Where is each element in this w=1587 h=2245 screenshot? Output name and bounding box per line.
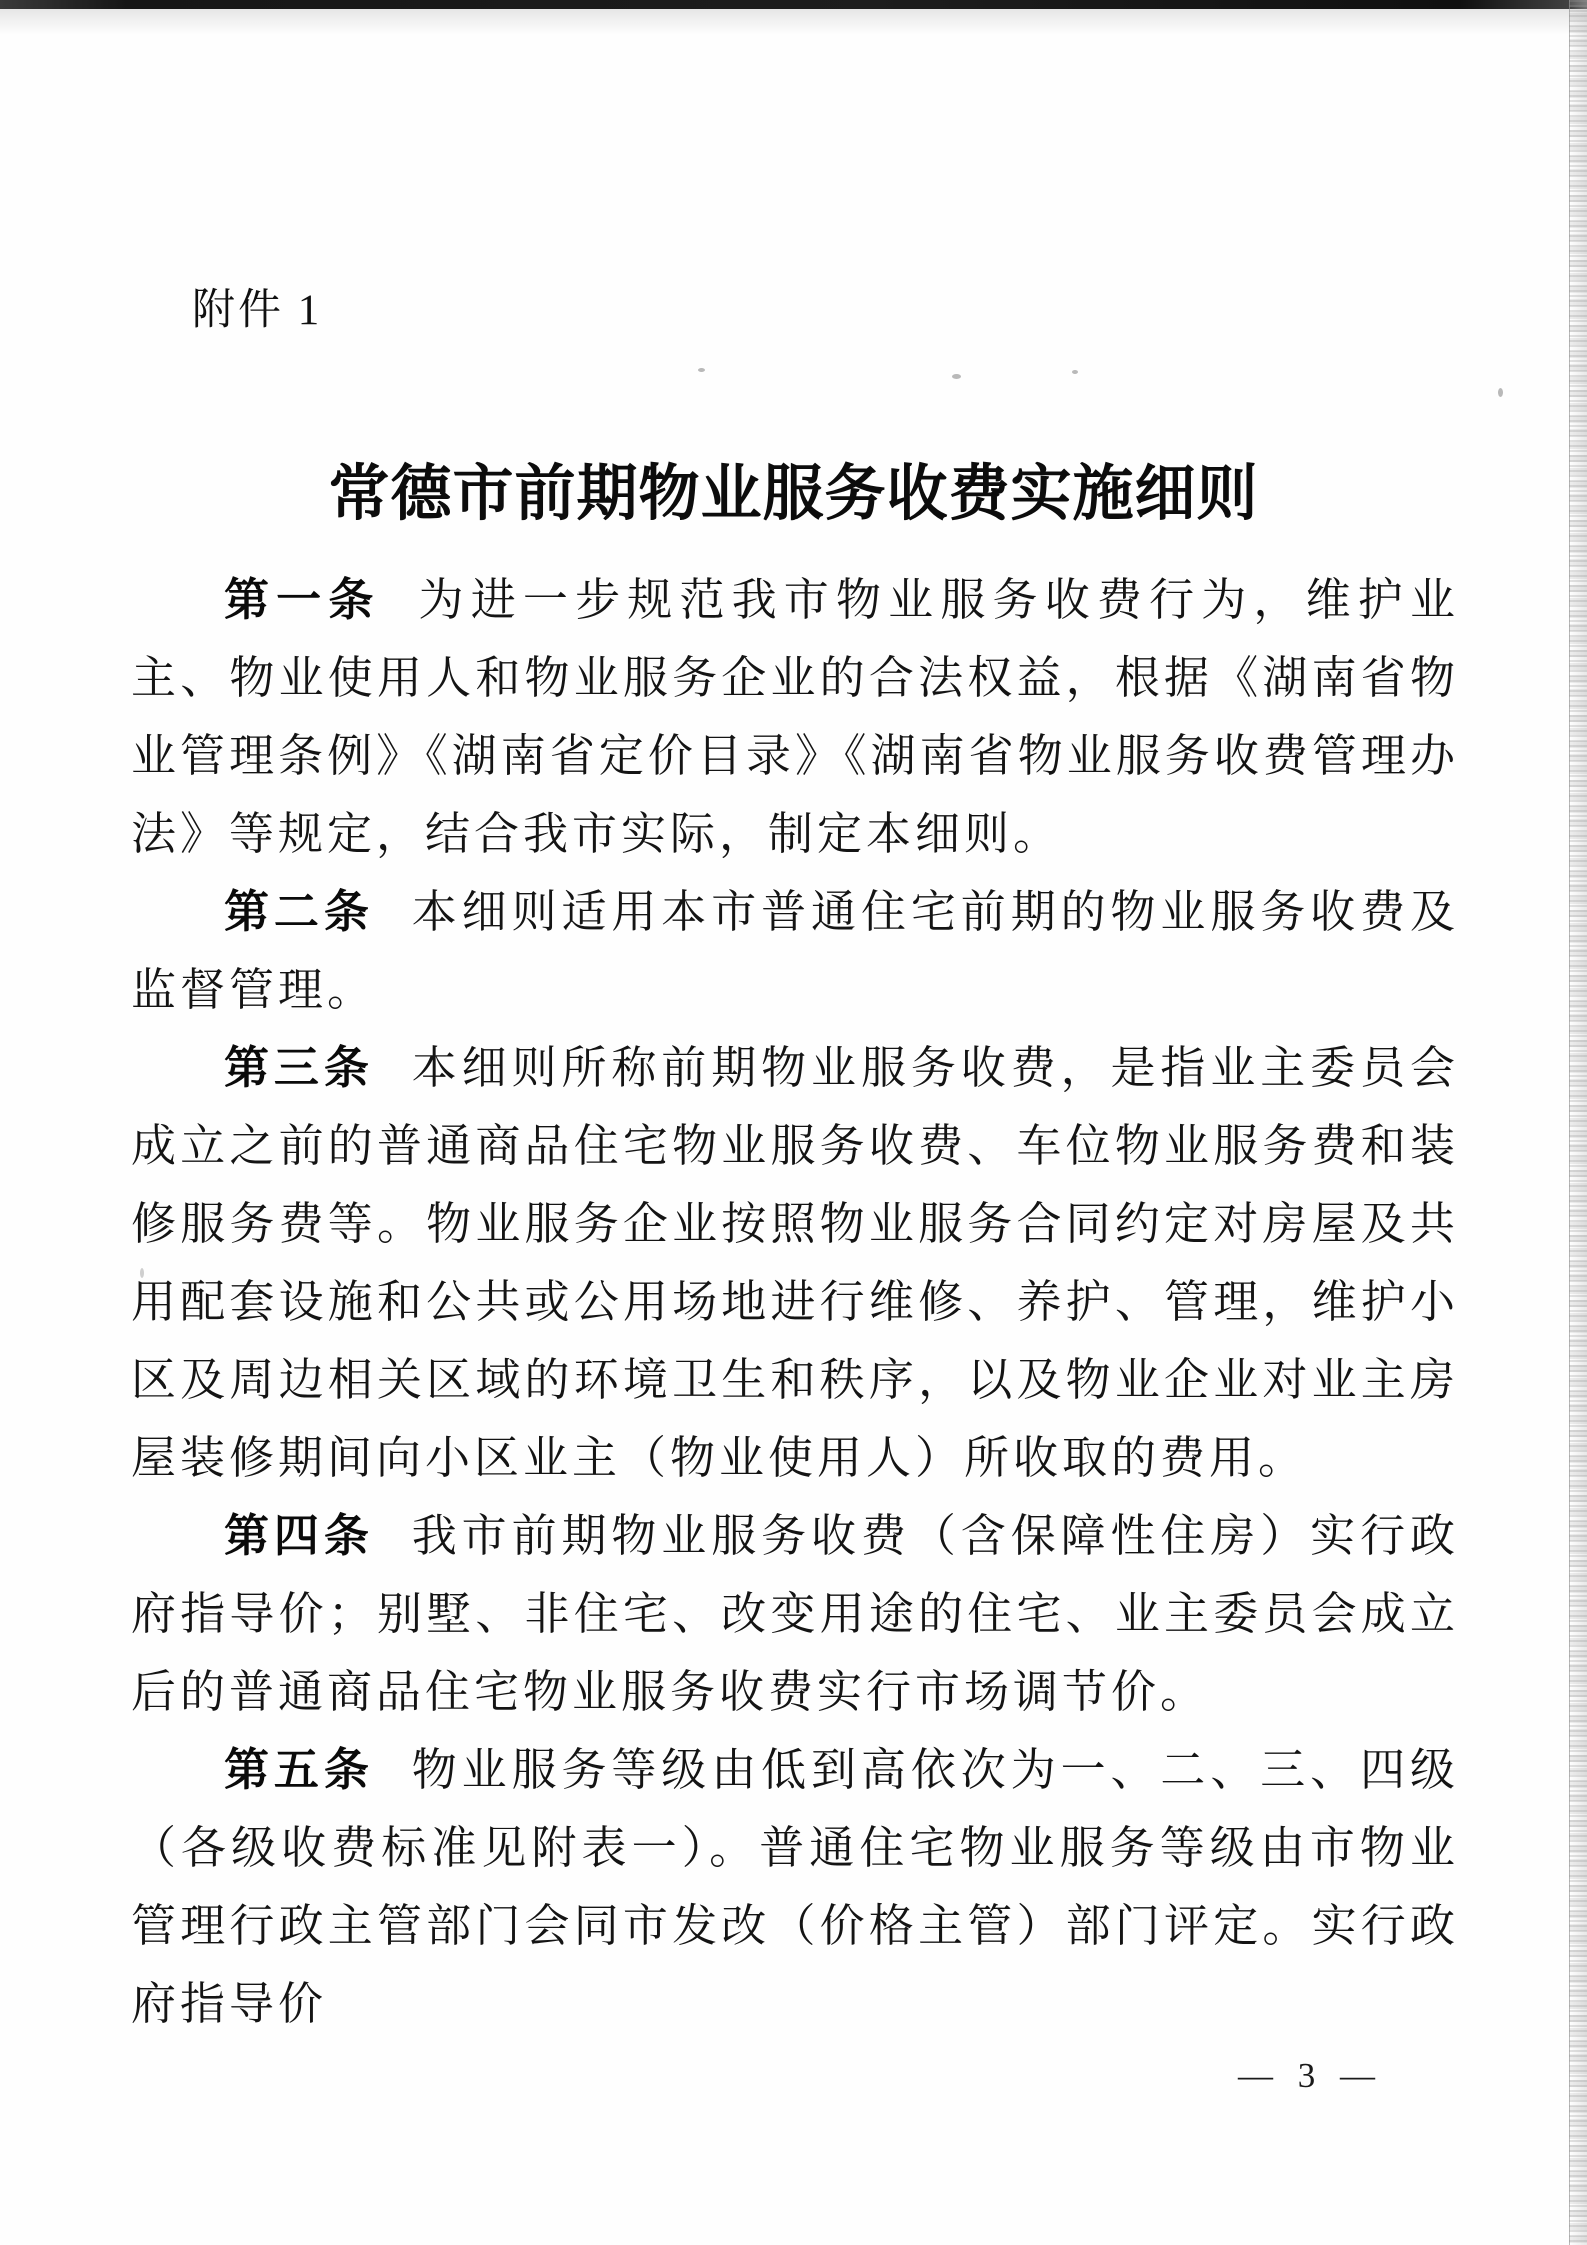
scan-speck: [952, 374, 961, 379]
article-text: 我市前期物业服务收费（含保障性住房）实行政府指导价；别墅、非住宅、改变用途的住宅、业主委员会成立后的普通商品住宅物业服务收费实行市场调节价。: [131, 1511, 1459, 1717]
article-number: 第二条: [224, 886, 374, 937]
article-text: 本细则适用本市普通住宅前期的物业服务收费及监督管理。: [131, 887, 1459, 1015]
document-title: 常德市前期物业服务收费实施细则: [328, 460, 1259, 528]
scan-speck: [1498, 388, 1503, 397]
scan-top-edge-artifact: [0, 0, 1587, 9]
article-number: 第四条: [224, 1510, 374, 1561]
article-text: 物业服务等级由低到高依次为一、二、三、四级（各级收费标准见附表一）。普通住宅物业服务等级由市物业管理行政主管部门会同市发改（价格主管）部门评定。实行政府指导价: [131, 1745, 1459, 2029]
document-body: [131, 561, 1459, 2043]
annex-label: 附件 1: [192, 287, 323, 334]
article-paragraph-3: [131, 1029, 1459, 1497]
article-paragraph-4: [131, 1497, 1459, 1731]
article-text: 本细则所称前期物业服务收费，是指业主委员会成立之前的普通商品住宅物业服务收费、车位物业服务费和装修服务费等。物业服务企业按照物业服务合同约定对房屋及共用配套设施和公共或公用场地进行维修、养护、管理，维护小区及周边相关区域的环境卫生和秩序，以及物业企业对业主房屋装修期间向小区业主（物业使用人）所收取的费用。: [131, 1043, 1459, 1483]
article-paragraph-1: [131, 561, 1459, 873]
scan-right-edge-artifact: [1569, 0, 1587, 2245]
article-number: 第三条: [224, 1042, 374, 1093]
page-number: — 3 —: [1238, 2056, 1383, 2095]
article-paragraph-2: [131, 873, 1459, 1029]
article-paragraph-5: [131, 1731, 1459, 2043]
article-number: 第一条: [224, 574, 381, 625]
article-text: 为进一步规范我市物业服务收费行为，维护业主、物业使用人和物业服务企业的合法权益，根据《湖南省物业管理条例》《湖南省定价目录》《湖南省物业服务收费管理办法》等规定，结合我市实际，制定本细则。: [131, 575, 1459, 859]
scan-top-shadow-artifact: [0, 9, 1587, 35]
article-number: 第五条: [224, 1744, 374, 1795]
scan-speck: [1072, 370, 1078, 374]
scan-speck: [698, 368, 705, 372]
